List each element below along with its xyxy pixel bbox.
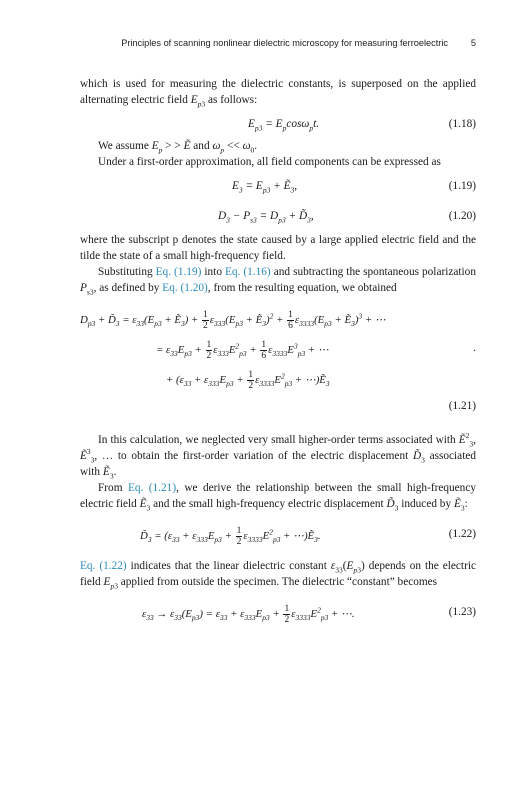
equation-number: (1.22): [448, 528, 476, 540]
paragraph-4: where the subscript p denotes the state caused by a large applied electric field and the tilde the state of a small high-frequency field.: [80, 234, 476, 262]
ref-eq-1-22[interactable]: Eq. (1.22): [80, 560, 127, 572]
equation-1-21-number: [80, 398, 476, 414]
equation-number: (1.20): [448, 210, 476, 222]
ref-eq-1-20[interactable]: Eq. (1.20): [162, 282, 208, 294]
ref-eq-1-21[interactable]: Eq. (1.21): [127, 482, 177, 494]
equation-1-19: $E_3 = E_{p3}$ + Ẽ$_3$, (1.19): [232, 180, 476, 195]
equation-number: (1.19): [448, 180, 476, 192]
equation-1-21-line-1: $D_{p3}$ + $D̃_3 = \varepsilon_{33}(E_{p3}$ + Ẽ$_3$) + $\frac{1}{2}$ $\varepsilon_{333}(E_{p3}$ + Ẽ$_3$)$^2$ + $\frac{1}{6}$ $\varepsilon_{3333}(E_{p3}$ + Ẽ$_3$)$^3$ + ⋯: [80, 310, 386, 331]
equation-1-23: $\varepsilon_{33} \to \varepsilon_{33}(E_{p3}) = \varepsilon_{33} + \varepsilon_{333}E_{p3}$ + $\frac{1}{2}$ $\varepsilon_{3333}E^2_{p3}$ + ⋯. (1.23): [142, 604, 476, 625]
running-header: [80, 38, 476, 52]
ref-eq-1-19[interactable]: Eq. (1.19): [155, 266, 202, 278]
equation-number: (1.23): [448, 606, 476, 618]
paragraph-assumption: We assume $E_p$ > > Ẽ and $\omega_p << \omega_0$.: [98, 140, 258, 155]
running-title: Principles of scanning nonlinear dielectric microscopy for measuring ferroelectric: [121, 38, 448, 48]
ref-eq-1-16[interactable]: Eq. (1.16): [225, 266, 271, 278]
equation-1-21-line-2: = $\varepsilon_{33}E_{p3}$ + $\frac{1}{2}$ $\varepsilon_{333}E^2_{p3}$ + $\frac{1}{6}$ $\varepsilon_{3333}E^3_{p3}$ + ⋯ .: [156, 340, 476, 361]
paragraph-6: In this calculation, we neglected very small higher-order terms associated with Ẽ$^2_3$, Ẽ$^3_3$, … to obtain the first-order variation of the electric displacement $D̃_3$ associated with Ẽ$_3$.: [80, 431, 477, 481]
equation-1-21-line-3: + ($\varepsilon_{33} + \varepsilon_{333}E_{p3}$ + $\frac{1}{2}$ $\varepsilon_{3333}E^2_{p3}$ + ⋯)Ẽ$_3$: [166, 370, 330, 391]
page-number: 5: [470, 38, 476, 48]
paragraph-3: Under a first-order approximation, all field components can be expressed as: [98, 156, 441, 168]
paragraph-5: Substituting Eq. (1.19) into Eq. (1.16) and subtracting the spontaneous polarization $P_{s3}$, as defined by Eq. (1.20), from the resulting equation, we obtained: [80, 266, 476, 297]
equation-1-20: $D_3 - P_{s3} = D_{p3}$ + $D̃_3$, (1.20): [218, 210, 476, 225]
paragraph-7: From Eq. (1.21), we derive the relationship between the small high-frequency electric field Ẽ$_3$ and the small high-frequency electric displacement $D̃_3$ induced by Ẽ$_3$:: [80, 482, 476, 513]
equation-number: (1.18): [448, 118, 476, 130]
page-body: [80, 76, 476, 626]
equation-number: (1.21): [448, 400, 476, 412]
equation-1-18: $E_{p3} = E_p\cos\omega_pt$. (1.18): [248, 118, 476, 133]
paragraph-1: which is used for measuring the dielectric constants, is superposed on the applied alternating electric field $E_{p3}$ as follows:: [80, 78, 476, 109]
equation-1-22: $D̃_3 = (\varepsilon_{33} + \varepsilon_{333}E_{p3}$ + $\frac{1}{2}$ $\varepsilon_{3333}E^2_{p3}$ + ⋯)Ẽ$_3$. (1.22): [140, 526, 476, 547]
paragraph-8: Eq. (1.22) indicates that the linear dielectric constant $\varepsilon_{33}(E_{p3})$ depends on the electric field $E_{p3}$ applied from outside the specimen. The dielectric “constant” becomes: [80, 560, 476, 591]
